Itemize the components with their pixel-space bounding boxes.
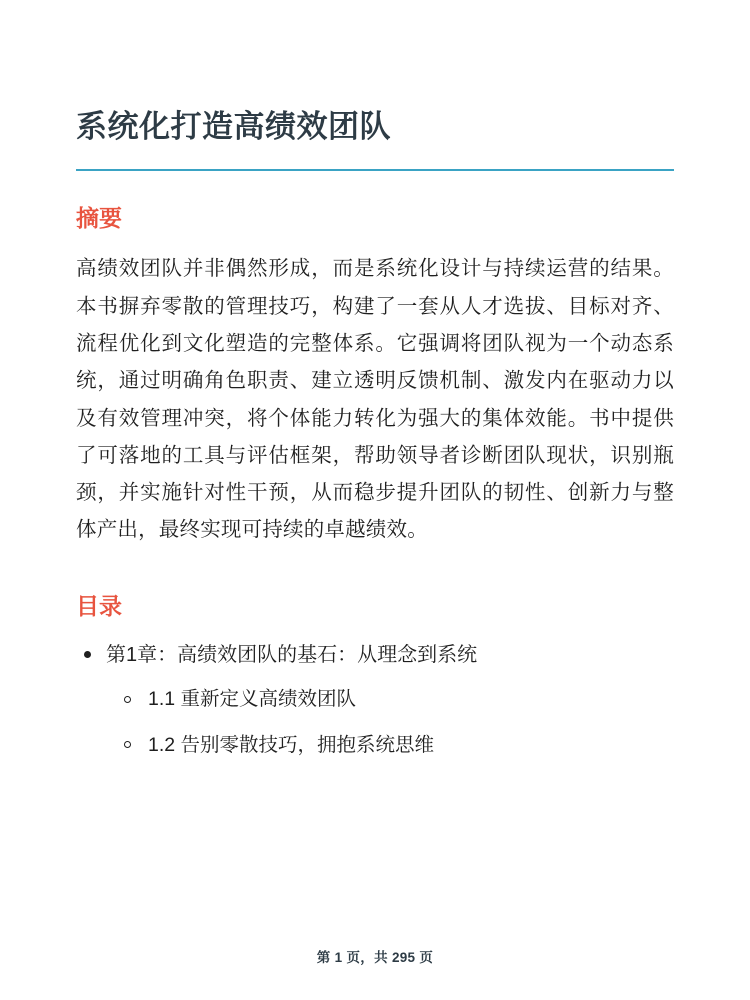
- abstract-body: 高绩效团队并非偶然形成，而是系统化设计与持续运营的结果。本书摒弃零散的管理技巧，构建了一套从人才选拔、目标对齐、流程优化到文化塑造的完整体系。它强调将团队视为一个动态系统，通过明确角色职责、建立透明反馈机制、激发内在驱动力以及有效管理冲突，将个体能力转化为强大的集体效能。书中提供了可落地的工具与评估框架，帮助领导者诊断团队现状，识别瓶颈，并实施针对性干预，从而稳步提升团队的韧性、创新力与整体产出，最终实现可持续的卓越绩效。: [76, 257, 674, 542]
- toc-section-item[interactable]: [106, 730, 674, 761]
- page-title: 系统化打造高绩效团队: [76, 109, 391, 144]
- toc-chapter-label: 第1章：高绩效团队的基石：从理念到系统: [106, 644, 478, 667]
- bullet-hollow-icon: [124, 696, 131, 703]
- toc-section-item[interactable]: [106, 684, 674, 715]
- bullet-icon: [84, 651, 91, 658]
- table-of-contents: [76, 638, 674, 760]
- toc-heading: 目录: [76, 592, 122, 619]
- abstract-heading: 摘要: [76, 204, 122, 231]
- toc-section-list: [106, 684, 674, 760]
- title-divider: [76, 169, 674, 171]
- page-footer: 第 1 页，共 295 页: [316, 950, 434, 965]
- toc-section-label: 1.1 重新定义高绩效团队: [148, 688, 357, 711]
- toc-section-label: 1.2 告别零散技巧，拥抱系统思维: [148, 733, 435, 756]
- bullet-hollow-icon: [124, 741, 131, 748]
- toc-chapter-item[interactable]: [76, 638, 674, 760]
